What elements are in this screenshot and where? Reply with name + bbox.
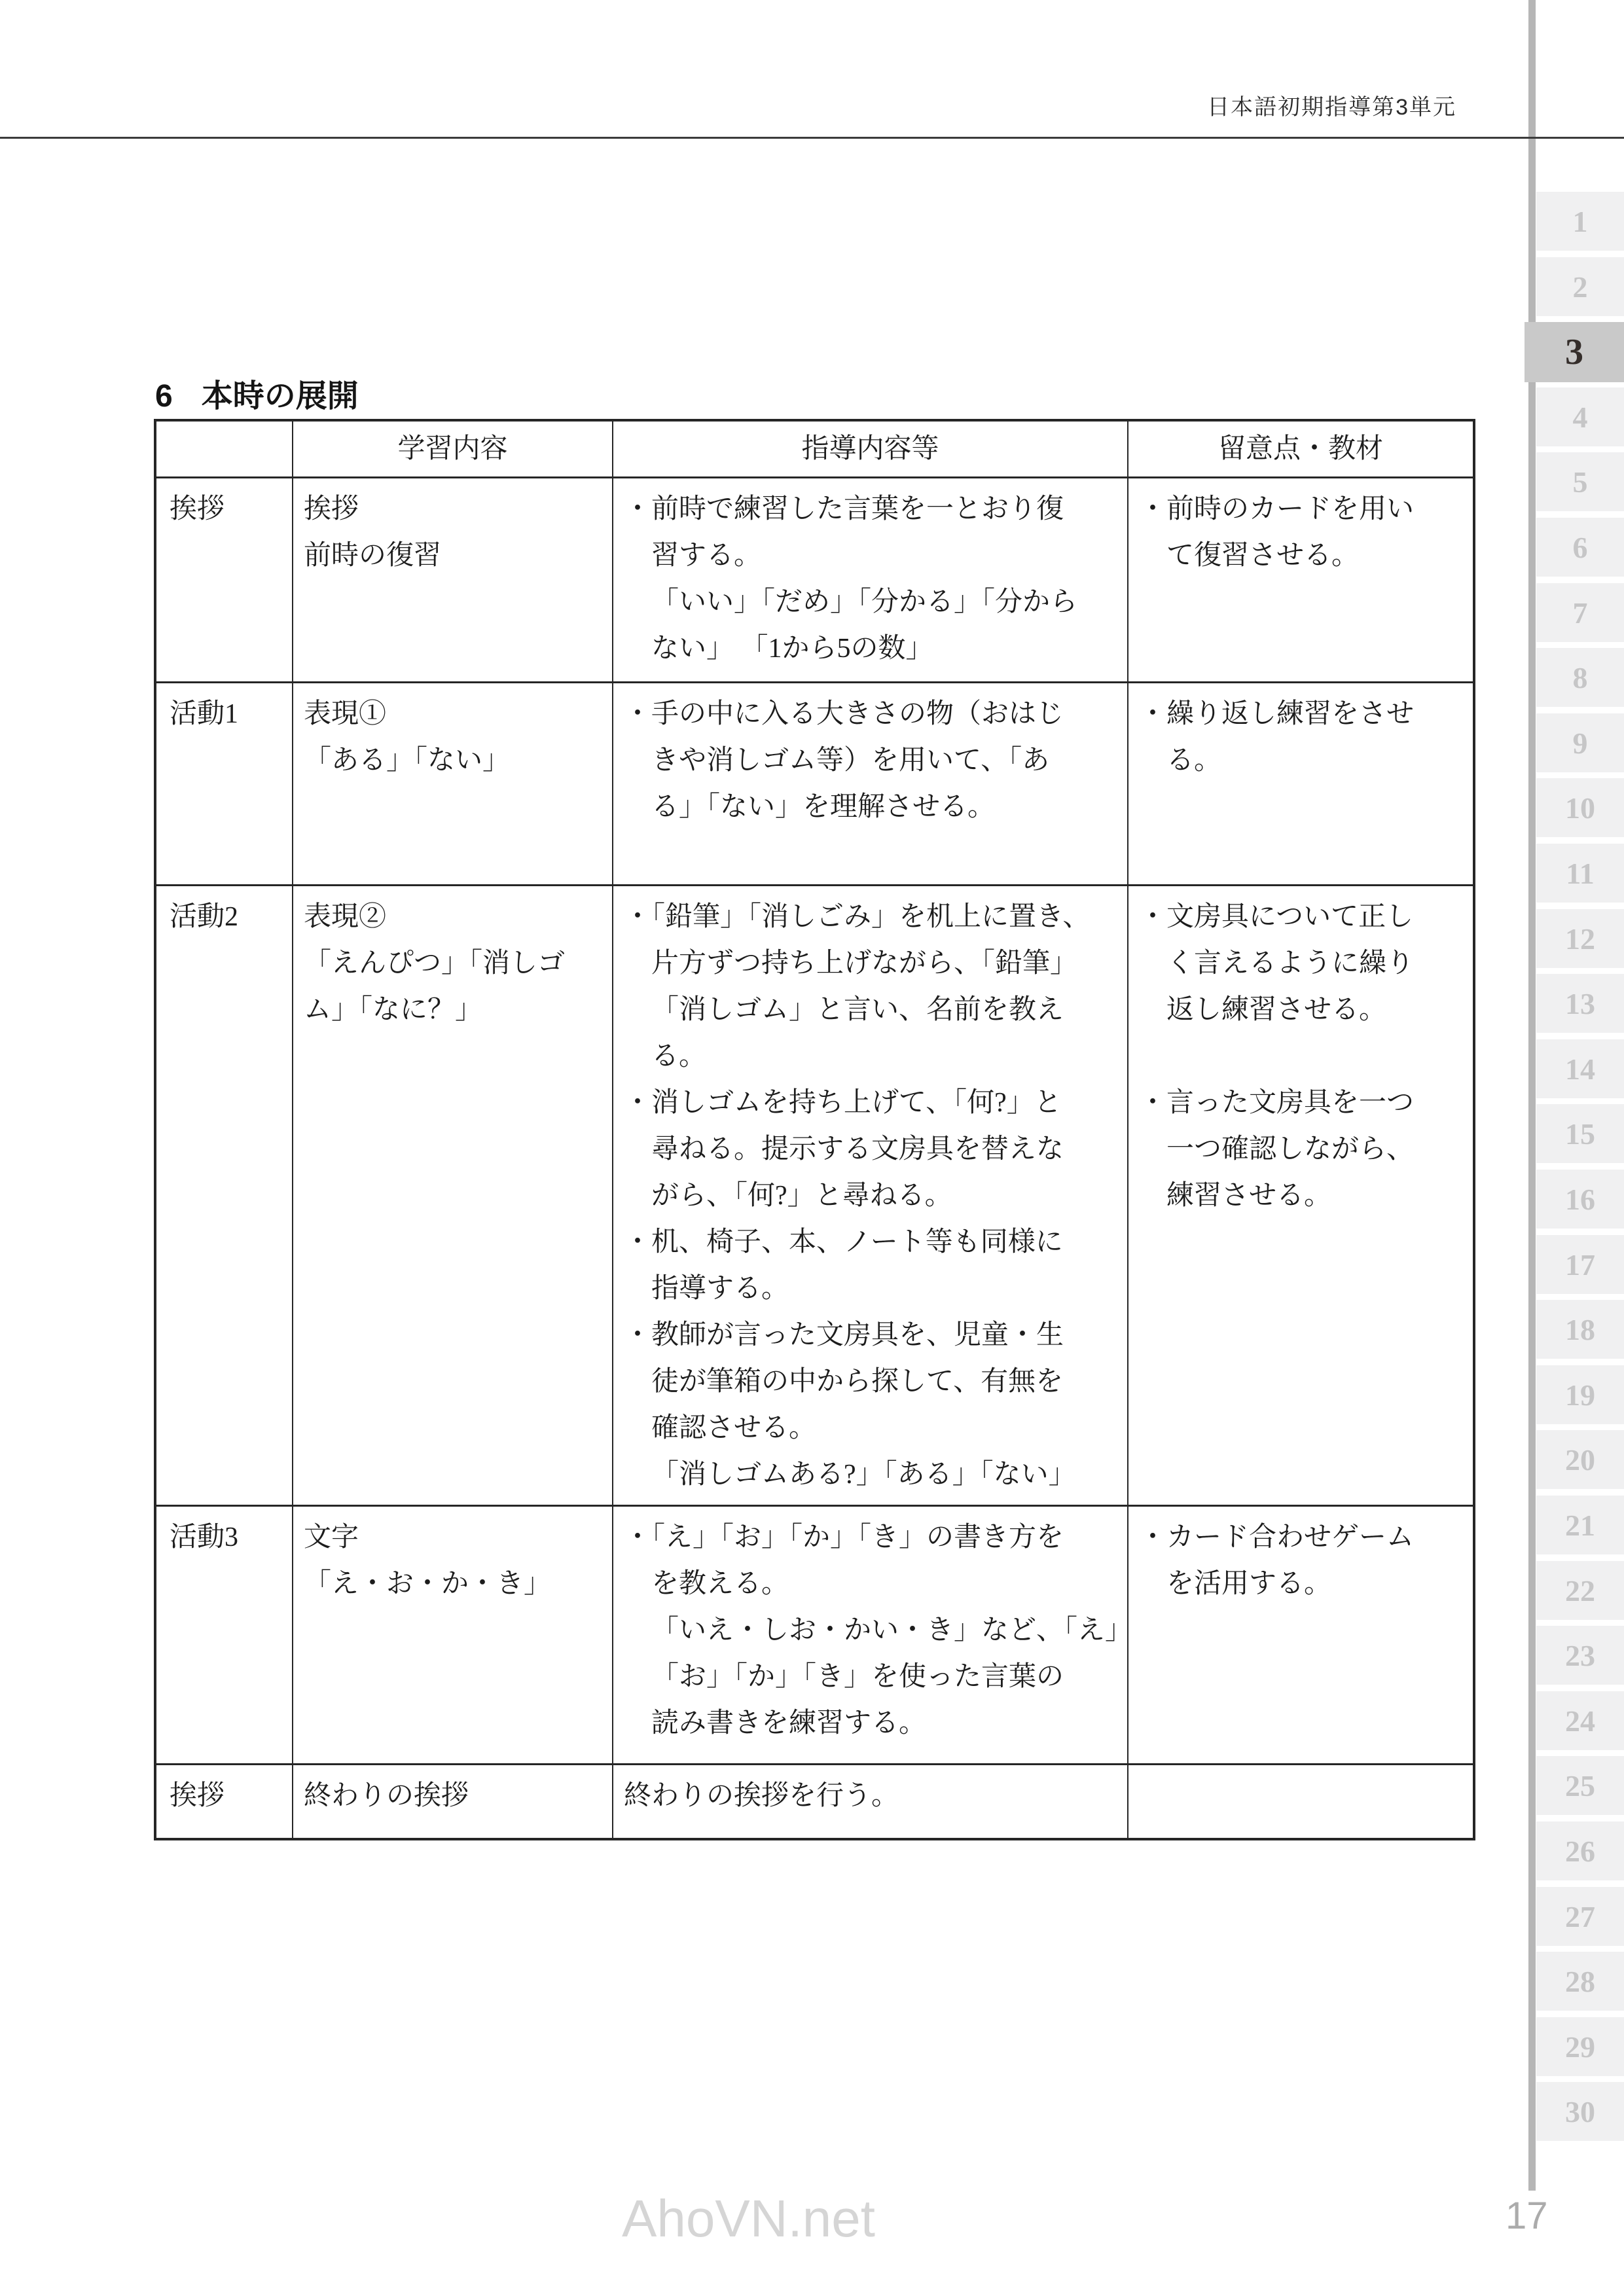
cell-line: ・カード合わせゲーム: [1139, 1522, 1415, 1552]
guidance-content-cell: [613, 478, 1128, 683]
chapter-tab-9[interactable]: 9: [1536, 713, 1624, 772]
chapter-tab-7[interactable]: 7: [1536, 583, 1624, 642]
section-title-text: 本時の展開: [201, 379, 359, 414]
cell-line: がら、「何?」と尋ねる。: [651, 1181, 952, 1211]
chapter-tab-1[interactable]: 1: [1536, 192, 1624, 251]
cell-line: ・机、椅子、本、ノート等も同様に: [624, 1227, 1063, 1257]
cell-line: 尋ねる。提示する文房具を替えな: [651, 1134, 1064, 1164]
notes-materials-cell: [1128, 478, 1474, 683]
chapter-tab-21[interactable]: 21: [1536, 1496, 1624, 1554]
chapter-tab-4[interactable]: 4: [1536, 387, 1624, 446]
chapter-tab-28[interactable]: 28: [1536, 1952, 1624, 2011]
cell-line: 文字: [304, 1522, 359, 1552]
chapter-tab-27[interactable]: 27: [1536, 1887, 1624, 1946]
cell-line: ・「え」「お」「か」「き」の書き方を: [624, 1522, 1064, 1552]
page-number: 17: [1506, 2195, 1548, 2237]
guidance-content-cell: [613, 683, 1128, 886]
cell-line: 「いえ・しお・かい・き」など、「え」: [651, 1615, 1133, 1645]
learning-content-cell: [293, 1506, 613, 1765]
chapter-tab-2[interactable]: 2: [1536, 257, 1624, 316]
cell-line: 表現②: [304, 902, 387, 932]
chapter-tab-24[interactable]: 24: [1536, 1691, 1624, 1750]
cell-line: 「消しゴムある?」「ある」「ない」: [651, 1460, 1076, 1490]
guidance-content-cell: [613, 886, 1128, 1506]
table-row: [155, 478, 1474, 683]
cell-line: 確認させる。: [651, 1413, 817, 1443]
chapter-tab-5[interactable]: 5: [1536, 452, 1624, 511]
stage-label: 活動3: [170, 1522, 239, 1552]
watermark-text: AhoVN.net: [622, 2189, 875, 2248]
cell-line: ・教師が言った文房具を、児童・生: [624, 1320, 1064, 1350]
cell-line: 徒が筆箱の中から探して、有無を: [651, 1367, 1064, 1397]
chapter-tab-18[interactable]: 18: [1536, 1300, 1624, 1359]
chapter-tab-3-active[interactable]: 3: [1525, 322, 1624, 382]
stage-label: 挨拶: [170, 1781, 225, 1811]
chapter-tab-26[interactable]: 26: [1536, 1821, 1624, 1880]
chapter-tab-14[interactable]: 14: [1536, 1039, 1624, 1098]
cell-line: 習する。: [651, 541, 762, 571]
cell-line: る。: [1166, 745, 1222, 776]
cell-line: 「お」「か」「き」を使った言葉の: [651, 1662, 1064, 1692]
cell-line: 表現①: [304, 699, 387, 729]
cell-line: 一つ確認しながら、: [1166, 1134, 1415, 1164]
cell-line: ない」 「1から5の数」: [651, 634, 933, 664]
cell-line: る」「ない」を理解させる。: [651, 792, 996, 822]
table-row: [155, 1506, 1474, 1765]
stage-cell: [155, 683, 293, 886]
stage-cell: [155, 478, 293, 683]
cell-line: ・繰り返し練習をさせ: [1139, 699, 1415, 729]
cell-line: く言えるように繰り: [1166, 948, 1415, 978]
cell-line: ・前時のカードを用い: [1139, 494, 1415, 524]
chapter-tab-22[interactable]: 22: [1536, 1561, 1624, 1620]
cell-line: ・言った文房具を一つ: [1139, 1088, 1415, 1118]
learning-content-cell: [293, 683, 613, 886]
guidance-content-cell: [613, 1506, 1133, 1765]
notes-materials-cell: [1128, 886, 1474, 1506]
chapter-tab-15[interactable]: 15: [1536, 1104, 1624, 1163]
cell-line: ・手の中に入る大きさの物（おはじ: [624, 699, 1064, 729]
header-divider-rule: [0, 137, 1624, 139]
cell-line: 終わりの挨拶: [304, 1781, 469, 1811]
cell-line: 練習させる。: [1166, 1181, 1332, 1211]
chapter-tab-19[interactable]: 19: [1536, 1365, 1624, 1424]
cell-line: 指導する。: [651, 1274, 789, 1304]
header-cell-learning: 学習内容: [293, 420, 613, 478]
stage-cell: [155, 1765, 293, 1839]
table-row: [155, 683, 1474, 886]
cell-line: 「え・お・か・き」: [304, 1569, 552, 1599]
cell-line: を教える。: [651, 1569, 789, 1599]
cell-line: ・前時で練習した言葉を一とおり復: [624, 494, 1064, 524]
table-row: [155, 886, 1474, 1506]
cell-line: きや消しゴム等）を用いて、「あ: [651, 745, 1050, 776]
cell-line: を活用する。: [1166, 1569, 1332, 1599]
cell-line: ・文房具について正し: [1139, 902, 1414, 932]
chapter-tab-30[interactable]: 30: [1536, 2082, 1624, 2141]
chapter-tab-13[interactable]: 13: [1536, 974, 1624, 1033]
notes-materials-cell: [1128, 1765, 1474, 1839]
chapter-tab-20[interactable]: 20: [1536, 1430, 1624, 1489]
header-cell-stage: [155, 420, 293, 478]
cell-line: 前時の復習: [304, 541, 442, 571]
chapter-tab-25[interactable]: 25: [1536, 1756, 1624, 1815]
stage-label: 挨拶: [170, 494, 225, 524]
notes-materials-cell: [1128, 1506, 1474, 1765]
chapter-tab-8[interactable]: 8: [1536, 648, 1624, 707]
guidance-content-cell: [613, 1765, 1128, 1839]
cell-line: る。: [651, 1041, 707, 1071]
cell-line: て復習させる。: [1166, 541, 1360, 571]
cell-line: 終わりの挨拶を行う。: [624, 1781, 899, 1811]
chapter-tab-17[interactable]: 17: [1536, 1235, 1624, 1294]
cell-line: 「えんぴつ」「消しゴ: [304, 948, 566, 978]
cell-line: 挨拶: [304, 494, 359, 524]
chapter-tab-29[interactable]: 29: [1536, 2017, 1624, 2076]
lesson-plan-table: [154, 419, 1475, 1840]
learning-content-cell: [293, 886, 613, 1506]
page-header-text: 日本語初期指導第3単元: [1207, 95, 1456, 120]
stage-label: 活動1: [170, 699, 239, 729]
notes-materials-cell: [1128, 683, 1474, 886]
header-cell-notes: 留意点・教材: [1128, 420, 1474, 478]
learning-content-cell: [293, 1765, 613, 1839]
section-title: [155, 370, 359, 416]
cell-line: ・消しゴムを持ち上げて、「何?」と: [624, 1088, 1062, 1118]
chapter-tab-10[interactable]: 10: [1536, 778, 1624, 837]
section-number: 6: [155, 379, 173, 414]
header-cell-guidance: 指導内容等: [613, 420, 1128, 478]
chapter-tab-11[interactable]: 11: [1536, 844, 1624, 903]
chapter-tab-6[interactable]: 6: [1536, 518, 1624, 577]
chapter-tab-16[interactable]: 16: [1536, 1170, 1624, 1229]
stage-cell: [155, 1506, 293, 1765]
cell-line: 片方ずつ持ち上げながら、「鉛筆」: [651, 948, 1078, 978]
cell-line: [1139, 1033, 1464, 1080]
cell-line: 読み書きを練習する。: [651, 1708, 927, 1738]
table-row: [155, 1765, 1474, 1839]
cell-line: 「いい」「だめ」「分かる」「分から: [651, 587, 1078, 617]
cell-line: 「消しゴム」と言い、名前を教え: [651, 995, 1064, 1025]
cell-line: ・「鉛筆」「消しごみ」を机上に置き、: [624, 902, 1091, 932]
cell-line: 返し練習させる。: [1166, 995, 1387, 1025]
learning-content-cell: [293, 478, 613, 683]
stage-cell: [155, 886, 293, 1506]
cell-line: 「ある」「ない」: [304, 745, 511, 776]
table-header-row: [155, 420, 1474, 478]
cell-line: ム」「なに？」: [304, 995, 483, 1025]
chapter-tab-23[interactable]: 23: [1536, 1626, 1624, 1685]
chapter-tab-12[interactable]: 12: [1536, 909, 1624, 968]
stage-label: 活動2: [170, 902, 239, 932]
